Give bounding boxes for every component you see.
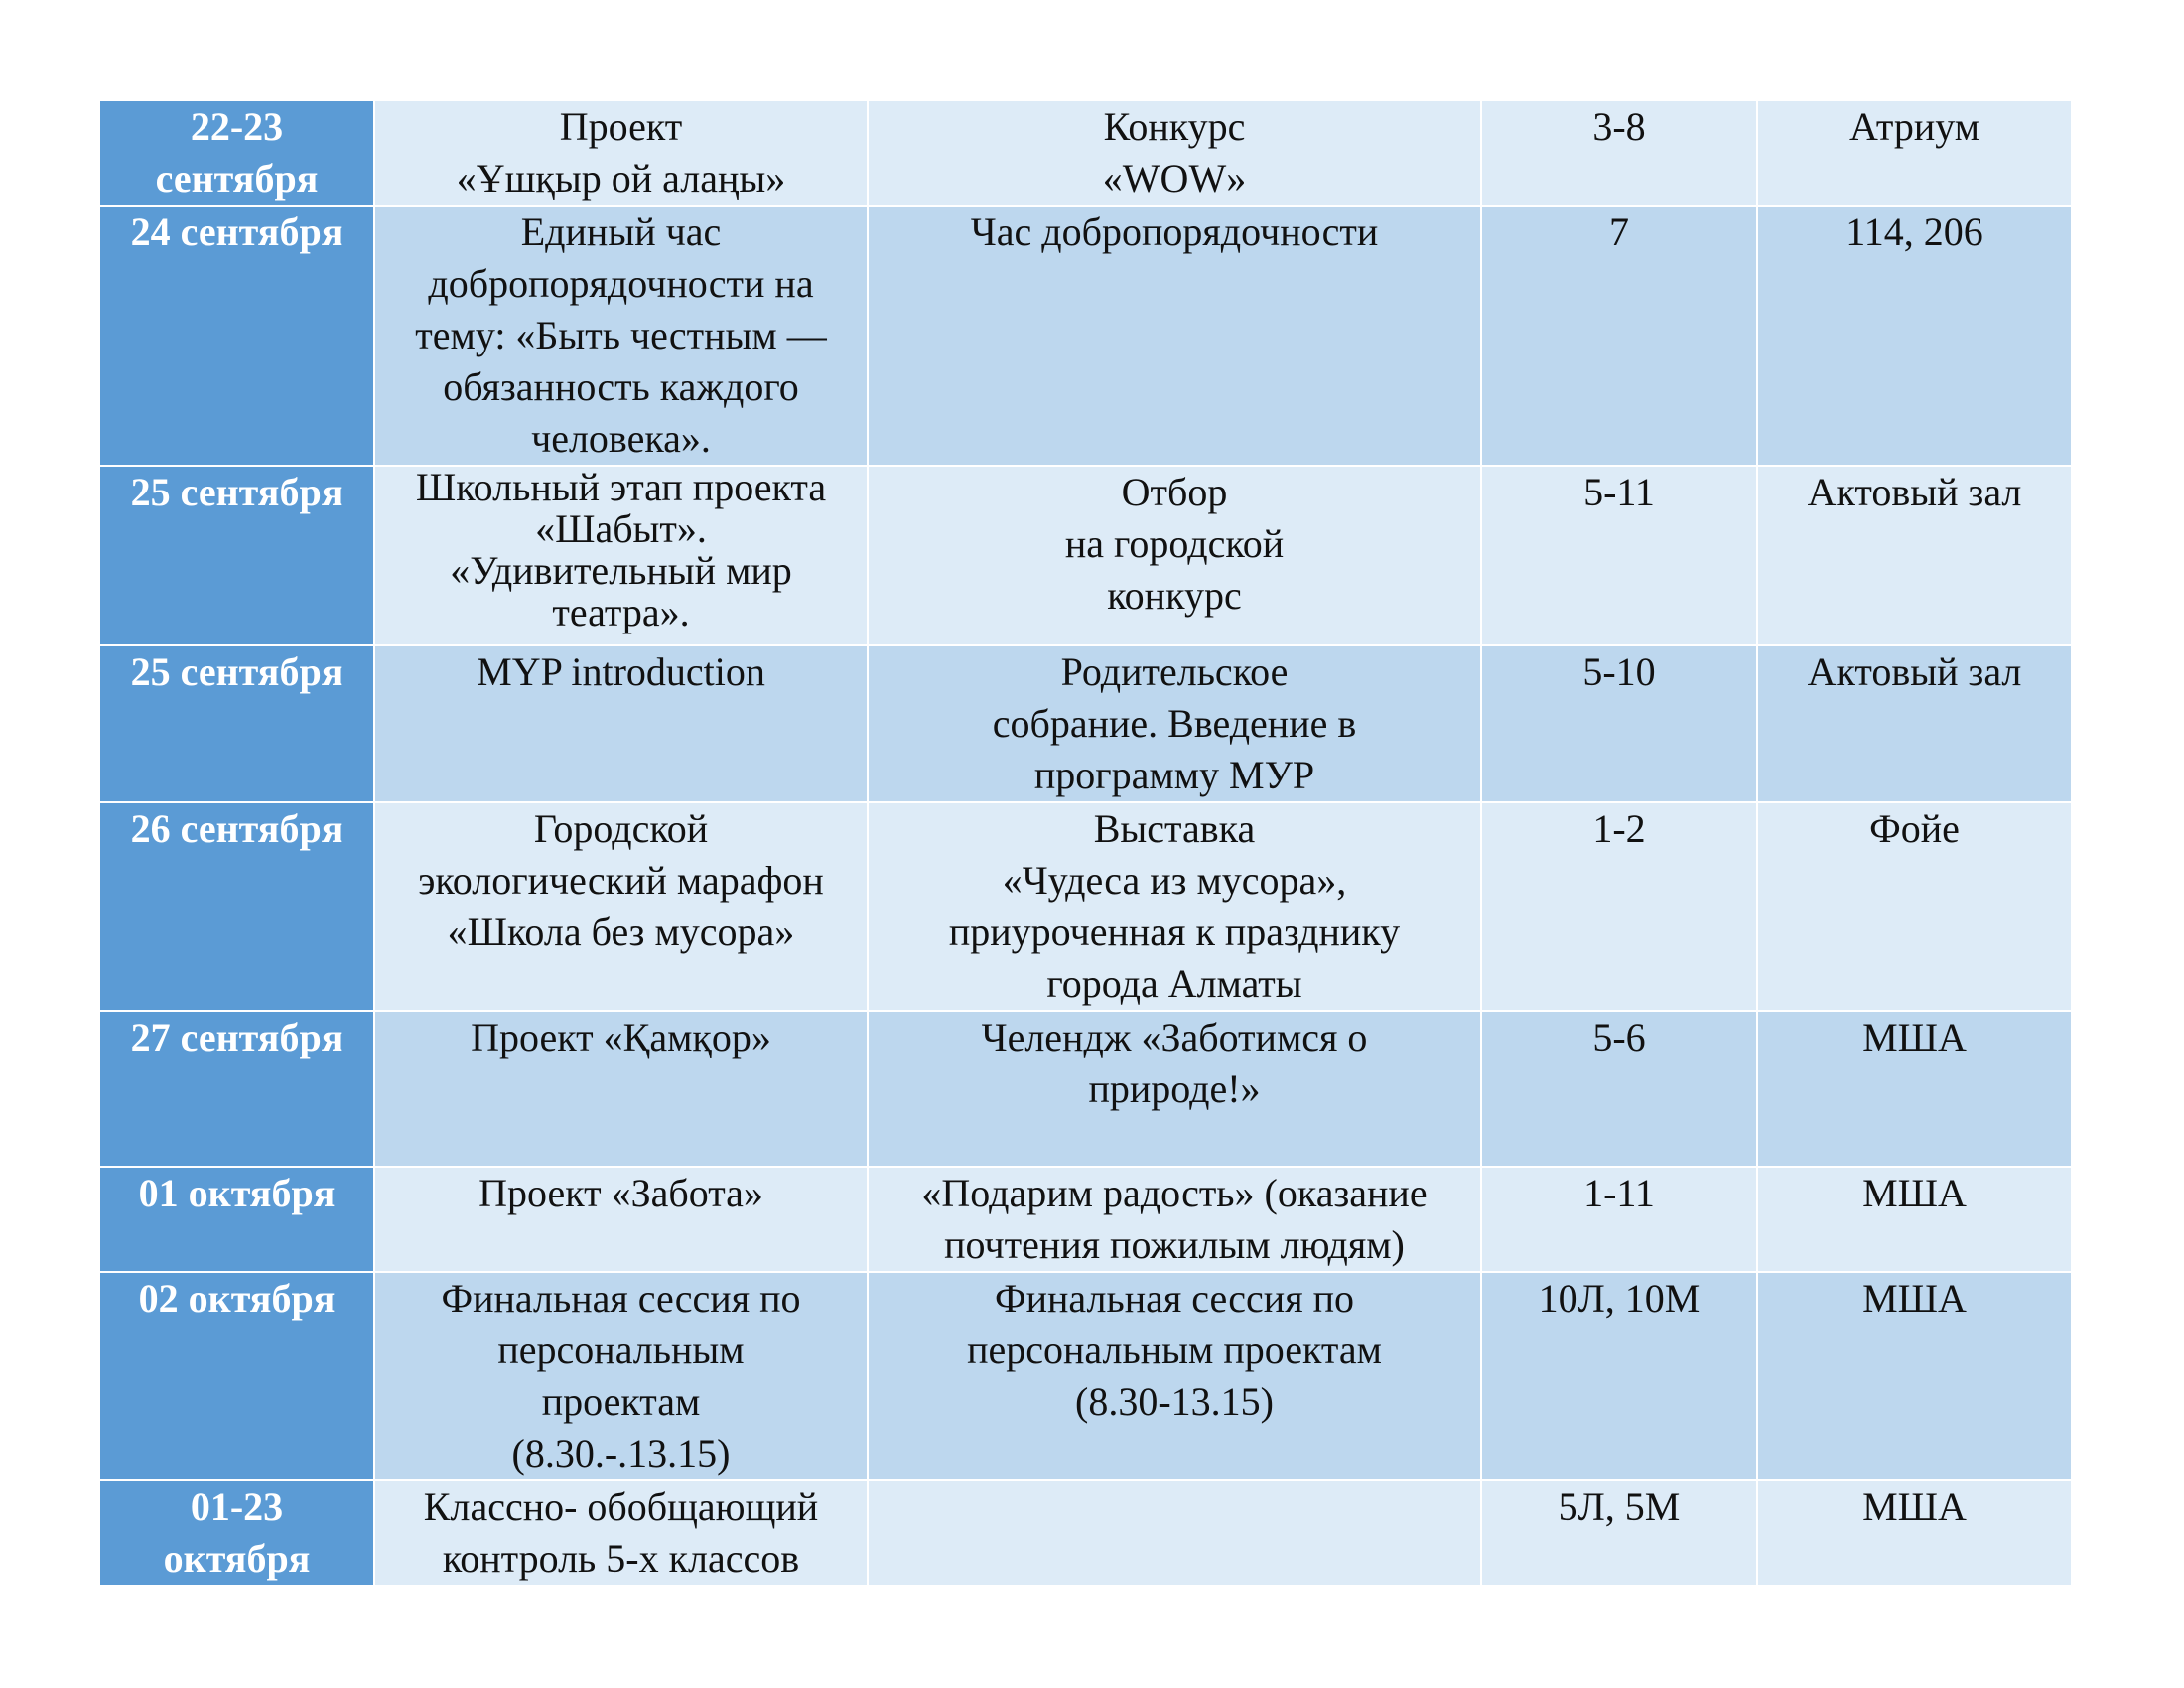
date-cell: 02 октября xyxy=(99,1272,374,1480)
date-cell: 22-23 сентября xyxy=(99,100,374,206)
event-cell: Выставка «Чудеса из мусора», приуроченная к празднику города Алматы xyxy=(868,802,1481,1011)
event-cell xyxy=(868,1480,1481,1586)
project-cell: Единый час добропорядочности на тему: «Быть честным — обязанность каждого человека». xyxy=(374,206,868,466)
event-cell: «Подарим радость» (оказание почтения пожилым людям) xyxy=(868,1167,1481,1272)
grades-cell: 1-2 xyxy=(1481,802,1757,1011)
table-row xyxy=(99,802,2072,1011)
grades-cell: 3-8 xyxy=(1481,100,1757,206)
place-cell: МША xyxy=(1757,1272,2072,1480)
table-row xyxy=(99,1272,2072,1480)
grades-cell: 5Л, 5М xyxy=(1481,1480,1757,1586)
project-cell: Городской экологический марафон «Школа без мусора» xyxy=(374,802,868,1011)
date-cell: 25 сентября xyxy=(99,466,374,645)
table-row xyxy=(99,206,2072,466)
date-cell: 01 октября xyxy=(99,1167,374,1272)
event-cell: Финальная сессия по персональным проектам (8.30-13.15) xyxy=(868,1272,1481,1480)
event-cell: Челендж «Заботимся о природе!» xyxy=(868,1011,1481,1167)
table-row xyxy=(99,1480,2072,1586)
grades-cell: 5-11 xyxy=(1481,466,1757,645)
place-cell: Атриум xyxy=(1757,100,2072,206)
place-cell: МША xyxy=(1757,1011,2072,1167)
event-cell: Родительское собрание. Введение в программу МУР xyxy=(868,645,1481,802)
place-cell: Актовый зал xyxy=(1757,466,2072,645)
table-row xyxy=(99,1167,2072,1272)
event-cell: Отбор на городской конкурс xyxy=(868,466,1481,645)
table-row xyxy=(99,100,2072,206)
place-cell: 114, 206 xyxy=(1757,206,2072,466)
project-cell: MYP introduction xyxy=(374,645,868,802)
project-cell: Проект «Қамқор» xyxy=(374,1011,868,1167)
date-cell: 25 сентября xyxy=(99,645,374,802)
date-cell: 27 сентября xyxy=(99,1011,374,1167)
grades-cell: 7 xyxy=(1481,206,1757,466)
event-cell: Час добропорядочности xyxy=(868,206,1481,466)
table-row xyxy=(99,645,2072,802)
place-cell: Фойе xyxy=(1757,802,2072,1011)
place-cell: Актовый зал xyxy=(1757,645,2072,802)
place-cell: МША xyxy=(1757,1167,2072,1272)
project-cell: Финальная сессия по персональным проектам (8.30.-.13.15) xyxy=(374,1272,868,1480)
grades-cell: 10Л, 10М xyxy=(1481,1272,1757,1480)
grades-cell: 5-6 xyxy=(1481,1011,1757,1167)
grades-cell: 1-11 xyxy=(1481,1167,1757,1272)
date-cell: 01-23 октября xyxy=(99,1480,374,1586)
date-cell: 24 сентября xyxy=(99,206,374,466)
project-cell: Классно- обобщающий контроль 5-х классов xyxy=(374,1480,868,1586)
event-cell: Конкурс «WOW» xyxy=(868,100,1481,206)
project-cell: Проект «Забота» xyxy=(374,1167,868,1272)
table-row xyxy=(99,466,2072,645)
grades-cell: 5-10 xyxy=(1481,645,1757,802)
date-cell: 26 сентября xyxy=(99,802,374,1011)
project-cell: Школьный этап проекта «Шабыт». «Удивительный мир театра». xyxy=(374,466,868,645)
schedule-table xyxy=(98,99,2073,1587)
project-cell: Проект «Ұшқыр ой алаңы» xyxy=(374,100,868,206)
place-cell: МША xyxy=(1757,1480,2072,1586)
table-row xyxy=(99,1011,2072,1167)
